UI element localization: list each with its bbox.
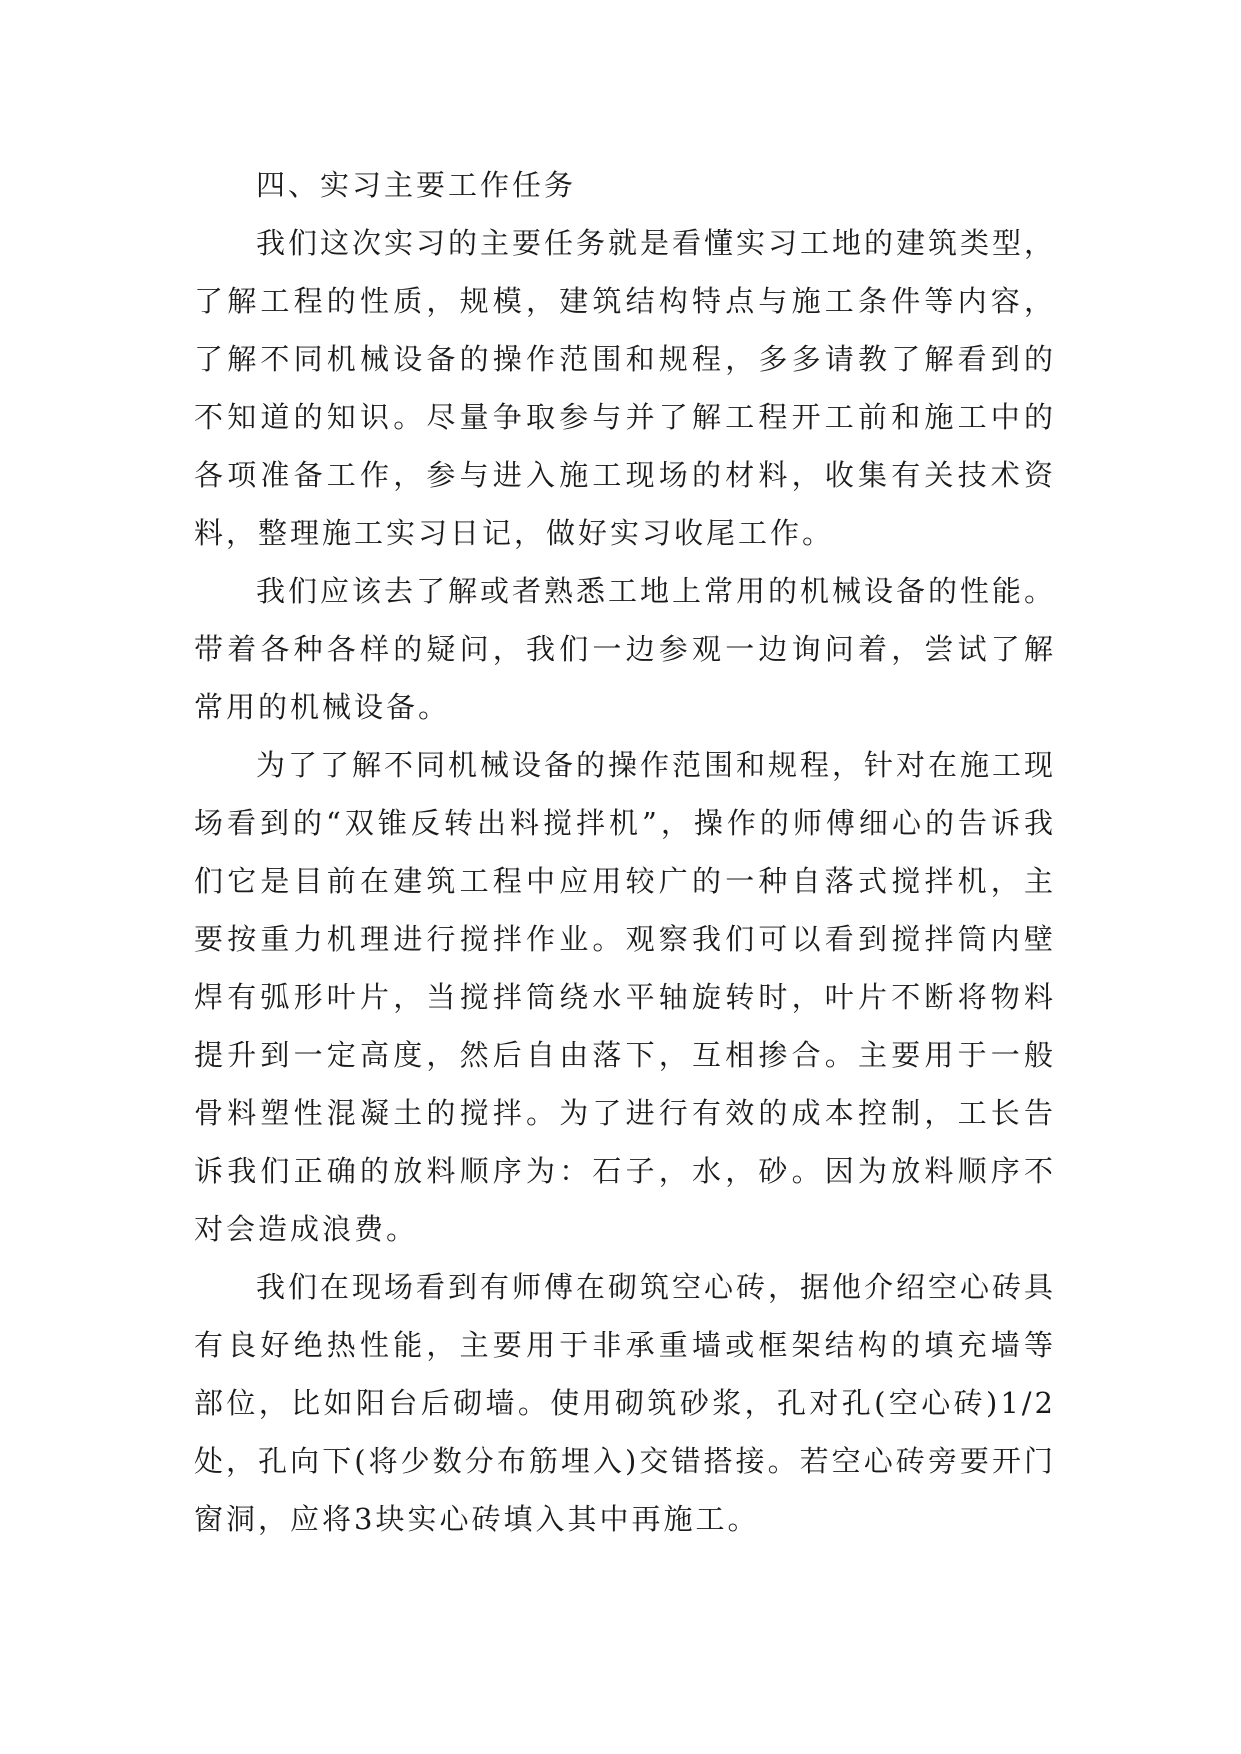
- paragraph-machinery-familiarization: 我们应该去了解或者熟悉工地上常用的机械设备的性能。带着各种各样的疑问，我们一边参观一边询问着，尝试了解常用的机械设备。: [194, 574, 1057, 724]
- paragraph-mixer-description: 为了了解不同机械设备的操作范围和规程，针对在施工现场看到的“双锥反转出料搅拌机”，操作的师傅细心的告诉我们它是目前在建筑工程中应用较广的一种自落式搅拌机，主要按重力机理进行搅拌作业。观察我们可以看到搅拌筒内壁焊有弧形叶片，当搅拌筒绕水平轴旋转时，叶片不断将物料提升到一定高度，然后自由落下，互相掺合。主要用于一般骨料塑性混凝土的搅拌。为了进行有效的成本控制，工长告诉我们正确的放料顺序为：石子，水，砂。因为放料顺序不对会造成浪费。: [194, 748, 1057, 1246]
- paragraph-main-tasks: 我们这次实习的主要任务就是看懂实习工地的建筑类型，了解工程的性质，规模，建筑结构特点与施工条件等内容，了解不同机械设备的操作范围和规程，多多请教了解看到的不知道的知识。尽量争取参与并了解工程开工前和施工中的各项准备工作，参与进入施工现场的材料，收集有关技术资料，整理施工实习日记，做好实习收尾工作。: [194, 226, 1057, 550]
- document-body: [194, 156, 1056, 1548]
- paragraph-hollow-brick: 我们在现场看到有师傅在砌筑空心砖，据他介绍空心砖具有良好绝热性能，主要用于非承重墙或框架结构的填充墙等部位，比如阳台后砌墙。使用砌筑砂浆，孔对孔(空心砖)1/2处，孔向下(将少数分布筋埋入)交错搭接。若空心砖旁要开门窗洞，应将3块实心砖填入其中再施工。: [194, 1270, 1057, 1536]
- section-heading: 四、实习主要工作任务: [256, 168, 577, 202]
